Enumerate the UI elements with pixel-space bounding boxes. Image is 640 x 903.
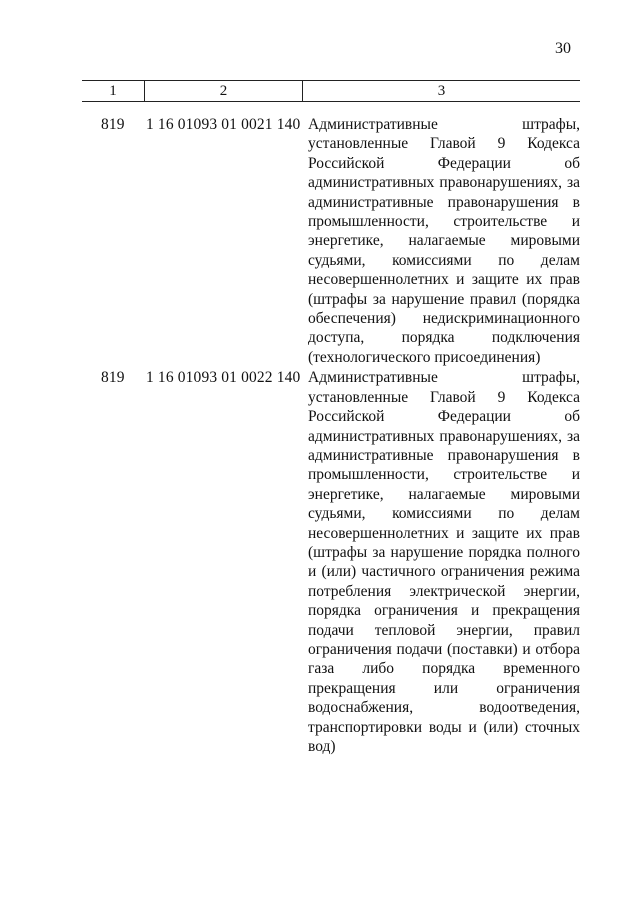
table-row [82,115,580,367]
budget-code-cell: 1 16 01093 01 0021 140 [146,116,301,133]
table-row [82,368,580,756]
description-cell: Административные штрафы, установленные Главой 9 Кодекса Российской Федерации об административных правонарушениях, за административные правонарушения в промышленности, строительстве и энергетике, налагаемые мировыми судьями, комиссиями по делам несовершеннолетних и защите их прав (штрафы за нарушение правил (порядка обеспечения) недискриминационного доступа, порядка подключения (технологического присоединения) [308,116,580,366]
description-cell: Административные штрафы, установленные Главой 9 Кодекса Российской Федерации об административных правонарушениях, за административные правонарушения в промышленности, строительстве и энергетике, налагаемые мировыми судьями, комиссиями по делам несовершеннолетних и защите их прав (штрафы за нарушение порядка полного и (или) частичного ограничения режима потребления электрической энергии, порядка ограничения и прекращения подачи тепловой энергии, правил ограничения подачи (поставки) и отбора газа либо порядка временного прекращения или ограничения водоснабжения, водоотведения, транспортировки воды и (или) сточных вод) [308,369,580,755]
data-table [82,80,580,756]
column-header-2: 2 [144,81,302,101]
column-header-1: 1 [109,83,117,99]
admin-code-cell: 819 [101,369,125,387]
column-header-3: 3 [302,81,580,101]
budget-code-cell: 1 16 01093 01 0022 140 [146,369,301,387]
page-number: 30 [555,40,571,57]
table-header-row [82,80,580,102]
admin-code-cell: 819 [101,116,125,133]
